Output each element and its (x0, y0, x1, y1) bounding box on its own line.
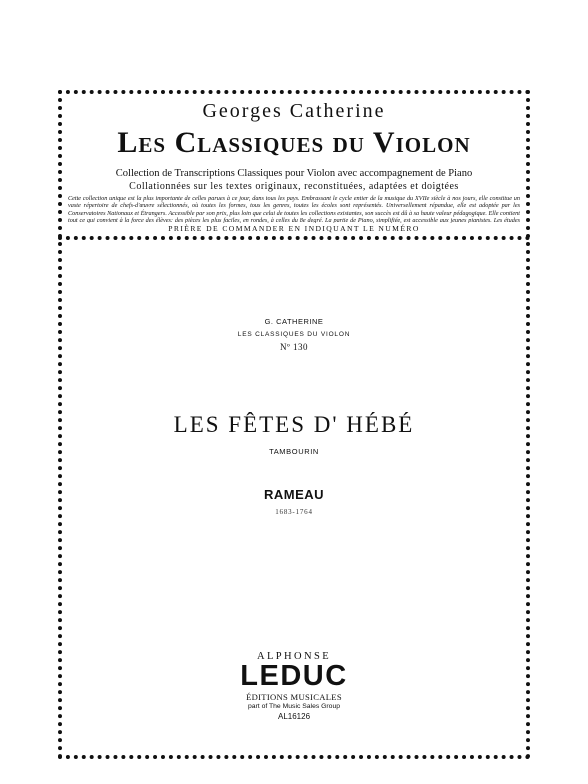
publisher-editions: ÉDITIONS MUSICALES (246, 692, 342, 702)
series-subtitle-2: Collationnées sur les textes originaux, reconstituées, adaptées et doigtées (129, 181, 459, 192)
publisher-name-main: LEDUC (240, 660, 348, 692)
edition-series: LES CLASSIQUES DU VIOLON (237, 331, 351, 338)
catalog-number: AL16126 (277, 712, 311, 721)
edition-author: G. CATHERINE (264, 317, 324, 326)
work-subtitle: TAMBOURIN (269, 447, 319, 456)
header-author: Georges Catherine (202, 100, 386, 122)
work-title: LES FÊTES D' HÉBÉ (173, 412, 415, 437)
series-description: Cette collection unique est la plus importante de celles parues à ce jour, dans tous les pays. Embrassant le cycle entier de la musique du XVIIe siècle à nos jours, elle constitue un vaste répertoire de chefs-d'œuvre sélectionnés, où toutes les formes, tous les genres, toutes les écoles sont représentés. Universellement répandue, elle est adoptée par les Conservatoires Nationaux et Étrangers. Accessible par son prix, plus loin que celui de toutes les collections existantes, son succès est dû à sa haute valeur pédagogique. Elle contient tout ce qui convient à la force des élèves: des pièces les plus faciles, en rondes, à celles du 8e degré. La partie de Piano, simplifiée, est accessible aux jeunes pianistes. Les études (68, 195, 520, 223)
order-note: PRIÈRE DE COMMANDER EN INDIQUANT LE NUMÉRO (168, 224, 420, 233)
composer-dates: 1683-1764 (275, 508, 313, 516)
series-subtitle: Collection de Transcriptions Classiques pour Violon avec accompagnement de Piano (115, 168, 473, 179)
publisher-name-top: ALPHONSE (256, 651, 332, 662)
header-divider (58, 236, 530, 240)
publisher-group: part of The Music Sales Group (247, 703, 341, 710)
edition-number: Nº 130 (279, 342, 309, 352)
composer-name: RAMEAU (263, 487, 325, 502)
series-title: Les Classiques du Violon (117, 126, 471, 159)
publisher-logo (228, 651, 360, 721)
